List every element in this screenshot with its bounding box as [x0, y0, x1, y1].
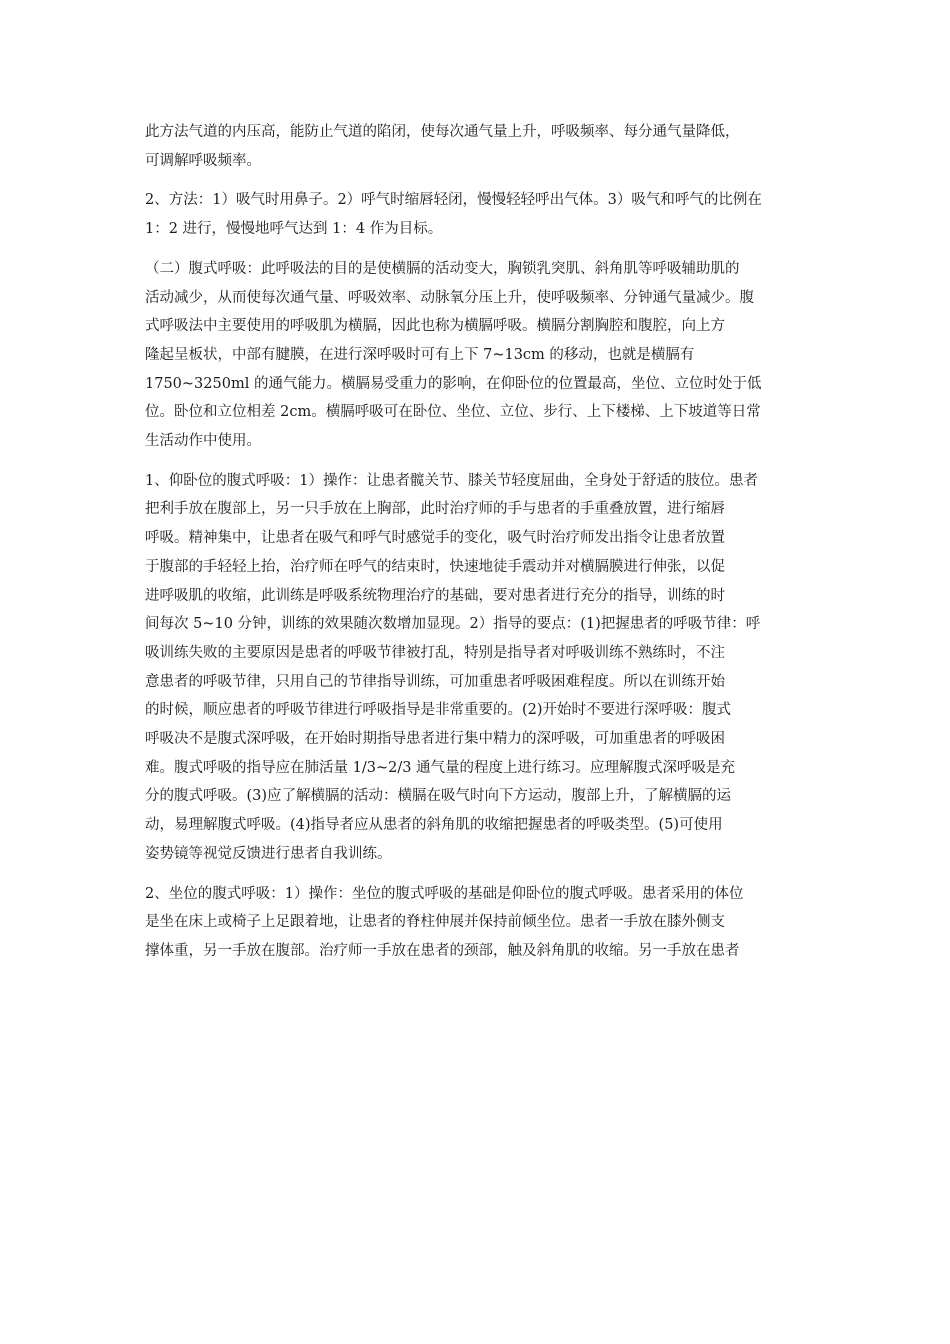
text-line: 式呼吸法中主要使用的呼吸肌为横膈，因此也称为横膈呼吸。横膈分割胸腔和腹腔，向上方 [145, 318, 725, 335]
text-line: 间每次 5~10 分钟，训练的效果随次数增加显现。2）指导的要点：(1)把握患者的呼吸节律：呼 [145, 616, 761, 633]
text-line: 姿势镜等视觉反馈进行患者自我训练。 [145, 845, 392, 862]
text-line: 分的腹式呼吸。(3)应了解横膈的活动：横膈在吸气时向下方运动，腹部上升，了解横膈的运 [145, 788, 732, 805]
text-line: 此方法气道的内压高，能防止气道的陷闭，使每次通气量上升，呼吸频率、每分通气量降低， [145, 124, 740, 140]
text-line: 意患者的呼吸节律，只用自己的节律指导训练，可加重患者呼吸困难程度。所以在训练开始 [145, 673, 725, 690]
text-line: 1：2 进行，慢慢地呼气达到 1：4 作为目标。 [145, 221, 443, 238]
text-line: 撑体重，另一手放在腹部。治疗师一手放在患者的颈部，触及斜角肌的收缩。另一手放在患者 [145, 942, 740, 959]
text-line: 可调解呼吸频率。 [145, 152, 261, 169]
text-line: 2、方法：1）吸气时用鼻子。2）呼气时缩唇轻闭，慢慢轻轻呼出气体。3）吸气和呼气的比例在 [145, 192, 762, 209]
text-line: 吸训练失败的主要原因是患者的呼吸节律被打乱，特别是指导者对呼吸训练不熟练时，不注 [145, 644, 725, 661]
text-line: 位。卧位和立位相差 2cm。横膈呼吸可在卧位、坐位、立位、步行、上下楼梯、上下坡道等日常 [145, 404, 761, 421]
text-line: 隆起呈板状，中部有腱膜，在进行深呼吸时可有上下 7~13cm 的移动，也就是横膈有 [145, 346, 695, 363]
paragraph-method [145, 186, 807, 243]
paragraph-abdominal-breathing [145, 255, 807, 456]
text-line: 是坐在床上或椅子上足跟着地，让患者的脊柱伸展并保持前倾坐位。患者一手放在膝外侧支 [145, 914, 725, 931]
text-line: 难。腹式呼吸的指导应在肺活量 1/3~2/3 通气量的程度上进行练习。应理解腹式深呼吸是充 [145, 759, 736, 776]
text-line: 1、仰卧位的腹式呼吸：1）操作：让患者髋关节、膝关节轻度屈曲，全身处于舒适的肢位。患者 [145, 472, 758, 489]
text-line: 呼吸决不是腹式深呼吸，在开始时期指导患者进行集中精力的深呼吸，可加重患者的呼吸困 [145, 731, 725, 748]
document-body [145, 118, 807, 977]
text-line: 1750~3250ml 的通气能力。横膈易受重力的影响，在仰卧位的位置最高，坐位、立位时处于低 [145, 375, 762, 392]
text-line: 活动减少，从而使每次通气量、呼吸效率、动脉氧分压上升，使呼吸频率、分钟通气量减少。腹 [145, 289, 754, 306]
text-line: 于腹部的手轻轻上抬，治疗师在呼气的结束时，快速地徒手震动并对横膈膜进行伸张，以促 [145, 558, 725, 575]
paragraph-sitting-abdominal-breathing [145, 880, 807, 966]
text-line: （二）腹式呼吸：此呼吸法的目的是使横膈的活动变大，胸锁乳突肌、斜角肌等呼吸辅助肌的 [145, 260, 740, 277]
text-line: 的时候，顺应患者的呼吸节律进行呼吸指导是非常重要的。(2)开始时不要进行深呼吸：腹式 [145, 702, 732, 719]
text-line: 把利手放在腹部上，另一只手放在上胸部，此时治疗师的手与患者的手重叠放置，进行缩唇 [145, 501, 725, 518]
text-line: 进呼吸肌的收缩，此训练是呼吸系统物理治疗的基础，要对患者进行充分的指导，训练的时 [145, 587, 725, 604]
text-line: 生活动作中使用。 [145, 433, 261, 450]
paragraph-supine-abdominal-breathing [145, 467, 807, 869]
text-line: 动，易理解腹式呼吸。(4)指导者应从患者的斜角肌的收缩把握患者的呼吸类型。(5)可使用 [145, 817, 723, 834]
text-line: 2、坐位的腹式呼吸：1）操作：坐位的腹式呼吸的基础是仰卧位的腹式呼吸。患者采用的体位 [145, 885, 744, 902]
text-line: 呼吸。精神集中，让患者在吸气和呼气时感觉手的变化，吸气时治疗师发出指令让患者放置 [145, 530, 725, 547]
paragraph-pursed-lip-effect [145, 118, 807, 175]
